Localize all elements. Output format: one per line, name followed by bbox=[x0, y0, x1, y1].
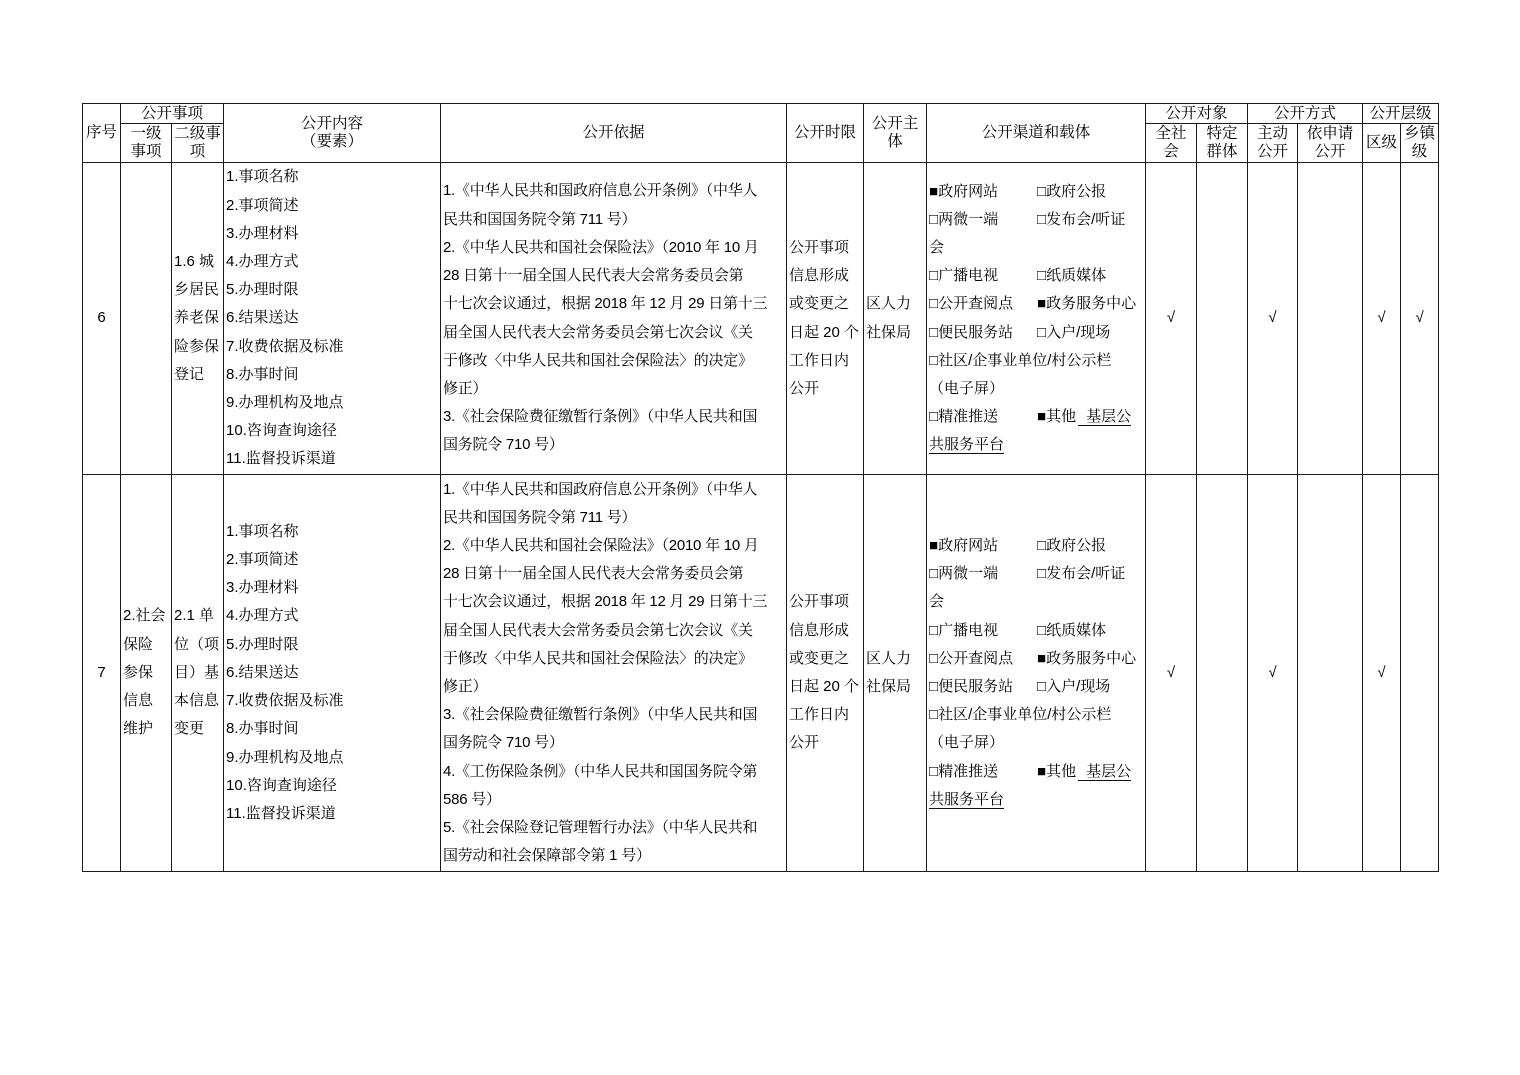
subject-line: 社保局 bbox=[866, 678, 912, 695]
channel-option: □便民服务站 bbox=[929, 678, 1014, 695]
basis-line: 修正） bbox=[443, 379, 488, 397]
channel-line bbox=[929, 206, 1143, 234]
row-channels bbox=[927, 163, 1146, 475]
row-disclosure-content bbox=[224, 475, 441, 872]
content-item: 6.结果送达 bbox=[226, 309, 299, 327]
content-item: 1.事项名称 bbox=[226, 168, 299, 186]
time-limit-line: 公开 bbox=[789, 734, 820, 752]
channel-option: 会 bbox=[929, 238, 945, 256]
row-level1-item bbox=[121, 475, 172, 872]
header-item-group: 公开事项 bbox=[121, 104, 224, 124]
channel-other-text: 共服务平台 bbox=[929, 436, 1005, 454]
channel-other-text: 共服务平台 bbox=[929, 790, 1005, 808]
row-method-active-check: √ bbox=[1248, 163, 1298, 475]
row-method-request-check bbox=[1298, 163, 1363, 475]
header-channels: 公开渠道和载体 bbox=[927, 104, 1146, 163]
channel-option: □政府公报 bbox=[1037, 182, 1107, 200]
row-level2-item bbox=[172, 475, 224, 872]
channel-option: ■其他 基层公 bbox=[1037, 762, 1132, 780]
channel-option bbox=[929, 791, 1004, 809]
row-level2-item bbox=[172, 163, 224, 475]
header-line: 级 bbox=[1411, 143, 1428, 160]
channel-line bbox=[929, 560, 1143, 588]
content-item: 7.收费依据及标准 bbox=[226, 337, 344, 355]
header-level-township bbox=[1401, 124, 1439, 163]
content-item: 8.办事时间 bbox=[226, 720, 299, 738]
channel-option: □精准推送 bbox=[929, 762, 999, 780]
header-basis: 公开依据 bbox=[441, 104, 787, 163]
time-limit-line: 日起 20 个 bbox=[789, 323, 860, 341]
row-audience-all-check: √ bbox=[1146, 163, 1197, 475]
basis-line: 国务院令 710 号） bbox=[443, 436, 564, 454]
channel-option: □两微一端 bbox=[929, 565, 999, 583]
basis-line: 586 号） bbox=[443, 790, 501, 808]
channel-option: □公开查阅点 bbox=[929, 649, 1014, 667]
channel-option: □两微一端 bbox=[929, 210, 999, 228]
level1-item-line: 参保 bbox=[123, 663, 154, 681]
channel-option: ■政务服务中心 bbox=[1037, 295, 1137, 313]
channel-line bbox=[929, 588, 1143, 616]
channel-line bbox=[929, 729, 1143, 757]
content-item: 9.办理机构及地点 bbox=[226, 748, 344, 766]
level2-item-line: 养老保 bbox=[174, 309, 220, 327]
row-subject bbox=[864, 475, 927, 872]
subject-line: 区人力 bbox=[866, 295, 912, 313]
header-line: 项 bbox=[189, 143, 206, 160]
channel-option: ■政府网站 bbox=[929, 537, 999, 555]
channel-line bbox=[929, 234, 1143, 262]
row-level-township-check: √ bbox=[1401, 163, 1439, 475]
header-level-district: 区级 bbox=[1363, 124, 1401, 163]
channel-option: □发布会/听证 bbox=[1037, 565, 1126, 583]
basis-line: 届全国人民代表大会常务委员会第七次会议《关 bbox=[443, 323, 753, 341]
row-time-limit bbox=[787, 163, 864, 475]
channel-option: □广播电视 bbox=[929, 621, 999, 639]
basis-line: 28 日第十一届全国人民代表大会常务委员会第 bbox=[443, 267, 744, 285]
basis-line: 3.《社会保险费征缴暂行条例》（中华人民共和国 bbox=[443, 706, 758, 724]
content-item: 4.办理方式 bbox=[226, 252, 299, 270]
channel-option: ■其他 基层公 bbox=[1037, 408, 1132, 426]
channel-line bbox=[929, 673, 1143, 701]
row-disclosure-basis bbox=[441, 163, 787, 475]
header-item-level2 bbox=[172, 124, 224, 163]
header-content bbox=[224, 104, 441, 163]
time-limit-line: 或变更之 bbox=[789, 295, 850, 313]
channel-option: （电子屏） bbox=[929, 379, 1005, 397]
header-line: 事项 bbox=[130, 143, 162, 160]
row-channels bbox=[927, 475, 1146, 872]
row-audience-specific-check bbox=[1197, 475, 1248, 872]
channel-line bbox=[929, 178, 1143, 206]
row-level-district-check: √ bbox=[1363, 475, 1401, 872]
time-limit-line: 公开 bbox=[789, 379, 820, 397]
channel-line bbox=[929, 319, 1143, 347]
content-item: 4.办理方式 bbox=[226, 607, 299, 625]
header-line: 二级事 bbox=[174, 125, 221, 142]
level1-item-line: 维护 bbox=[123, 720, 154, 738]
time-limit-line: 或变更之 bbox=[789, 649, 850, 667]
basis-line: 于修改〈中华人民共和国社会保险法〉的决定》 bbox=[443, 649, 753, 667]
channel-line bbox=[929, 375, 1143, 403]
basis-line: 1.《中华人民共和国政府信息公开条例》（中华人 bbox=[443, 182, 758, 200]
row-audience-specific-check bbox=[1197, 163, 1248, 475]
header-time-limit: 公开时限 bbox=[787, 104, 864, 163]
row-time-limit bbox=[787, 475, 864, 872]
level1-item-line: 保险 bbox=[123, 635, 154, 653]
level2-item-line: 目）基 bbox=[174, 663, 220, 681]
header-item-level1 bbox=[121, 124, 172, 163]
channel-line bbox=[929, 532, 1143, 560]
channel-option bbox=[929, 436, 1004, 454]
content-item: 10.咨询查询途径 bbox=[226, 422, 337, 440]
header-seq: 序号 bbox=[83, 104, 121, 163]
content-item: 3.办理材料 bbox=[226, 579, 299, 597]
header-line: 主动 bbox=[1257, 125, 1289, 142]
channel-option: □纸质媒体 bbox=[1037, 267, 1107, 285]
basis-line: 国劳动和社会保障部令第 1 号） bbox=[443, 847, 651, 865]
subject-line: 区人力 bbox=[866, 649, 912, 667]
content-item: 11.监督投诉渠道 bbox=[226, 450, 336, 468]
header-method-request bbox=[1298, 124, 1363, 163]
row-subject bbox=[864, 163, 927, 475]
header-line: 一级 bbox=[130, 125, 162, 142]
level2-item-line: 位（项 bbox=[174, 635, 220, 653]
row-disclosure-basis bbox=[441, 475, 787, 872]
time-limit-line: 信息形成 bbox=[789, 621, 850, 639]
channel-other-text: 基层公 bbox=[1078, 408, 1131, 426]
row-seq: 6 bbox=[83, 163, 121, 475]
table-row bbox=[83, 163, 1439, 475]
channel-other-text: 基层公 bbox=[1078, 763, 1131, 781]
header-line: 依申请 bbox=[1306, 125, 1354, 142]
content-item: 11.监督投诉渠道 bbox=[226, 804, 336, 822]
header-method-group: 公开方式 bbox=[1248, 104, 1363, 124]
row-method-request-check bbox=[1298, 475, 1363, 872]
time-limit-line: 公开事项 bbox=[789, 238, 850, 256]
time-limit-line: 工作日内 bbox=[789, 351, 850, 369]
header-line: 公开 bbox=[1314, 143, 1346, 160]
header-row-1 bbox=[83, 104, 1439, 124]
channel-option: □公开查阅点 bbox=[929, 295, 1014, 313]
table-header bbox=[83, 104, 1439, 163]
row-seq: 7 bbox=[83, 475, 121, 872]
header-audience-group: 公开对象 bbox=[1146, 104, 1248, 124]
channel-option: （电子屏） bbox=[929, 734, 1005, 752]
basis-line: 3.《社会保险费征缴暂行条例》（中华人民共和国 bbox=[443, 408, 758, 426]
channel-option: 会 bbox=[929, 593, 945, 611]
level2-item-line: 本信息 bbox=[174, 692, 220, 710]
header-level-group: 公开层级 bbox=[1363, 104, 1439, 124]
basis-line: 2.《中华人民共和国社会保险法》（2010 年 10 月 bbox=[443, 536, 759, 554]
basis-line: 于修改〈中华人民共和国社会保险法〉的决定》 bbox=[443, 351, 753, 369]
channel-option: □政府公报 bbox=[1037, 537, 1107, 555]
channel-option: □入户/现场 bbox=[1037, 678, 1111, 695]
header-subject bbox=[864, 104, 927, 163]
channel-option: □发布会/听证 bbox=[1037, 210, 1126, 228]
time-limit-line: 工作日内 bbox=[789, 706, 850, 724]
time-limit-line: 信息形成 bbox=[789, 267, 850, 285]
content-item: 2.事项简述 bbox=[226, 196, 299, 214]
channel-line bbox=[929, 786, 1143, 814]
channel-option: □社区/企事业单位/村公示栏 bbox=[929, 351, 1112, 369]
header-line: 乡镇 bbox=[1404, 125, 1436, 142]
content-item: 5.办理时限 bbox=[226, 281, 299, 299]
header-line: 会 bbox=[1163, 143, 1179, 160]
level2-item-line: 变更 bbox=[174, 720, 205, 738]
level2-item-line: 险参保 bbox=[174, 337, 220, 355]
content-item: 9.办理机构及地点 bbox=[226, 394, 344, 411]
level2-item-line: 2.1 单 bbox=[174, 607, 215, 625]
content-item: 1.事项名称 bbox=[226, 522, 299, 540]
basis-line: 2.《中华人民共和国社会保险法》（2010 年 10 月 bbox=[443, 238, 759, 256]
header-line: 公开内容 bbox=[301, 115, 364, 132]
channel-line bbox=[929, 758, 1143, 786]
header-line: 特定 bbox=[1206, 125, 1238, 142]
channel-option: □入户/现场 bbox=[1037, 323, 1111, 341]
time-limit-line: 日起 20 个 bbox=[789, 678, 860, 695]
header-line: 公开主 bbox=[871, 115, 919, 132]
content-item: 3.办理材料 bbox=[226, 224, 299, 242]
header-line: 全社 bbox=[1155, 125, 1187, 142]
channel-option: □社区/企事业单位/村公示栏 bbox=[929, 706, 1112, 724]
subject-line: 社保局 bbox=[866, 323, 912, 341]
basis-line: 十七次会议通过，根据 2018 年 12 月 29 日第十三 bbox=[443, 295, 768, 313]
header-line: 公开 bbox=[1257, 143, 1289, 160]
content-item: 6.结果送达 bbox=[226, 663, 299, 681]
header-line: （要素） bbox=[301, 133, 364, 150]
level1-item-line: 2.社会 bbox=[123, 607, 166, 625]
row-audience-all-check: √ bbox=[1146, 475, 1197, 872]
row-level-district-check: √ bbox=[1363, 163, 1401, 475]
channel-line bbox=[929, 431, 1143, 459]
header-line: 群体 bbox=[1206, 143, 1238, 160]
content-item: 8.办事时间 bbox=[226, 365, 299, 383]
basis-line: 国务院令 710 号） bbox=[443, 734, 564, 752]
header-audience-all bbox=[1146, 124, 1197, 163]
channel-line bbox=[929, 290, 1143, 318]
row-level-township-check bbox=[1401, 475, 1439, 872]
basis-line: 4.《工伤保险条例》（中华人民共和国国务院令第 bbox=[443, 762, 758, 780]
channel-line bbox=[929, 347, 1143, 375]
header-line: 体 bbox=[887, 133, 903, 150]
channel-line bbox=[929, 701, 1143, 729]
basis-line: 修正） bbox=[443, 678, 488, 695]
basis-line: 届全国人民代表大会常务委员会第七次会议《关 bbox=[443, 621, 753, 639]
row-method-active-check: √ bbox=[1248, 475, 1298, 872]
level2-item-line: 登记 bbox=[174, 365, 205, 383]
channel-line bbox=[929, 617, 1143, 645]
table-body bbox=[83, 163, 1439, 872]
basis-line: 民共和国国务院令第 711 号） bbox=[443, 210, 637, 228]
level2-item-line: 1.6 城 bbox=[174, 252, 215, 270]
basis-line: 1.《中华人民共和国政府信息公开条例》（中华人 bbox=[443, 480, 758, 498]
time-limit-line: 公开事项 bbox=[789, 593, 850, 611]
basis-line: 十七次会议通过，根据 2018 年 12 月 29 日第十三 bbox=[443, 593, 768, 611]
channel-line bbox=[929, 262, 1143, 290]
channel-option: □纸质媒体 bbox=[1037, 621, 1107, 639]
content-item: 2.事项简述 bbox=[226, 551, 299, 569]
basis-line: 5.《社会保险登记管理暂行办法》（中华人民共和 bbox=[443, 819, 758, 837]
channel-line bbox=[929, 645, 1143, 673]
content-item: 7.收费依据及标准 bbox=[226, 692, 344, 710]
content-item: 5.办理时限 bbox=[226, 635, 299, 653]
channel-option: □广播电视 bbox=[929, 267, 999, 285]
basis-line: 28 日第十一届全国人民代表大会常务委员会第 bbox=[443, 565, 744, 583]
channel-option: ■政务服务中心 bbox=[1037, 649, 1137, 667]
channel-option: ■政府网站 bbox=[929, 182, 999, 200]
channel-line bbox=[929, 403, 1143, 431]
disclosure-table bbox=[82, 103, 1439, 872]
row-disclosure-content bbox=[224, 163, 441, 475]
channel-option: □精准推送 bbox=[929, 408, 999, 426]
channel-option: □便民服务站 bbox=[929, 323, 1014, 341]
basis-line: 民共和国国务院令第 711 号） bbox=[443, 508, 637, 526]
table-row bbox=[83, 475, 1439, 872]
level1-item-line: 信息 bbox=[123, 692, 154, 710]
row-level1-item bbox=[121, 163, 172, 475]
level2-item-line: 乡居民 bbox=[174, 281, 220, 299]
header-method-active bbox=[1248, 124, 1298, 163]
content-item: 10.咨询查询途径 bbox=[226, 776, 337, 794]
header-audience-specific bbox=[1197, 124, 1248, 163]
